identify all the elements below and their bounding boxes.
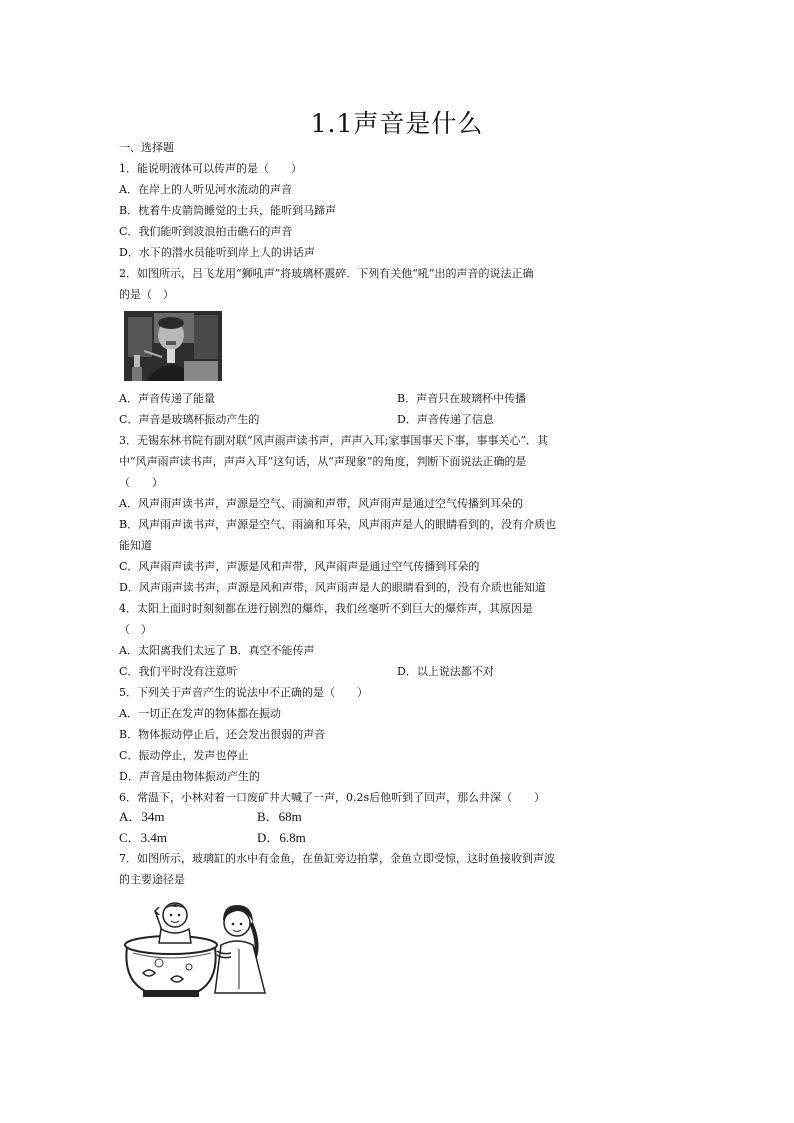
section-heading: 一、选择题: [119, 141, 174, 154]
children-clapping-by-fishbowl-illustration: [119, 893, 281, 1001]
question-7-stem-line-1: 7．如图所示，玻璃缸的水中有金鱼，在鱼缸旁边拍掌，金鱼立即受惊，这时鱼接收到声波: [119, 852, 555, 865]
question-3-stem-line-2: 中“风声雨声读书声，声声入耳”这句话，从“声现象”的角度，判断下面说法正确的是: [119, 455, 527, 468]
question-6-option-d: D．6.8m: [257, 830, 306, 845]
question-5-option-d: D．声音是由物体振动产生的: [119, 770, 260, 783]
question-2-stem-line-2: 的是（ ）: [119, 288, 174, 301]
question-2-photo: [124, 311, 222, 381]
question-1-stem: 1．能说明液体可以传声的是（ ）: [119, 162, 302, 175]
question-2-option-a: A．声音传递了能量: [119, 392, 215, 405]
question-3-option-b-line-2: 能知道: [119, 539, 152, 552]
question-5-stem: 5．下列关于声音产生的说法中不正确的是（ ）: [119, 686, 368, 699]
question-3-option-d: D．风声雨声读书声，声源是风和声带，风声雨声是人的眼睛看到的，没有介质也能知道: [119, 581, 546, 594]
question-6-option-a: A．34m: [119, 809, 165, 824]
question-4-option-d: D．以上说法都不对: [397, 665, 494, 678]
question-5-option-c: C．振动停止，发声也停止: [119, 749, 249, 762]
question-7-illustration: [119, 893, 281, 1001]
question-1-option-d: D．水下的潜水员能听到岸上人的讲话声: [119, 246, 315, 259]
question-3-stem-line-1: 3．无锡东林书院有副对联“风声雨声读书声，声声入耳;家事国事天下事，事事关心”．其: [119, 434, 548, 447]
man-shouting-illustration: [124, 311, 222, 381]
question-6-option-c: C．3.4m: [119, 830, 168, 845]
question-2-option-b: B．声音只在玻璃杯中传播: [397, 392, 527, 405]
page-title: 1.1声音是什么: [310, 109, 484, 138]
question-3-option-c: C．风声雨声读书声，声源是风和声带，风声雨声是通过空气传播到耳朵的: [119, 560, 480, 573]
question-2-option-c: C．声音是玻璃杯振动产生的: [119, 413, 260, 426]
question-3-option-a: A．风声雨声读书声，声源是空气、雨滴和声带，风声雨声是通过空气传播到耳朵的: [119, 497, 523, 510]
question-6-stem: 6．常温下，小林对着一口废矿井大喊了一声，0.2s后他听到了回声，那么井深（ ）: [119, 791, 546, 804]
question-4-option-c: C．我们平时没有注意听: [119, 665, 238, 678]
question-4-stem-line-2: （ ）: [119, 623, 152, 636]
question-2-stem-line-1: 2．如图所示，吕飞龙用“狮吼声”将玻璃杯震碎．下列有关他“吼”出的声音的说法正确: [119, 267, 534, 280]
question-1-option-a: A．在岸上的人听见河水流动的声音: [119, 183, 292, 196]
question-6-option-b: B．68m: [257, 809, 302, 824]
question-4-options-a-b: A．太阳离我们太远了 B．真空不能传声: [119, 644, 315, 657]
question-2-option-d: D．声音传递了信息: [397, 413, 494, 426]
question-3-stem-line-3: （ ）: [119, 476, 163, 489]
question-1-option-c: C．我们能听到波浪拍击礁石的声音: [119, 225, 293, 238]
question-5-option-b: B．物体振动停止后，还会发出很弱的声音: [119, 728, 326, 741]
question-7-stem-line-2: 的主要途径是: [119, 873, 185, 886]
question-1-option-b: B．枕着牛皮箭筒睡觉的士兵，能听到马蹄声: [119, 204, 337, 217]
question-5-option-a: A．一切正在发声的物体都在振动: [119, 707, 281, 720]
question-3-option-b-line-1: B．风声雨声读书声，声源是空气、雨滴和耳朵，风声雨声是人的眼睛看到的，没有介质也: [119, 518, 557, 531]
question-4-stem-line-1: 4．太阳上面时时刻刻都在进行剧烈的爆炸，我们丝毫听不到巨大的爆炸声，其原因是: [119, 602, 533, 615]
